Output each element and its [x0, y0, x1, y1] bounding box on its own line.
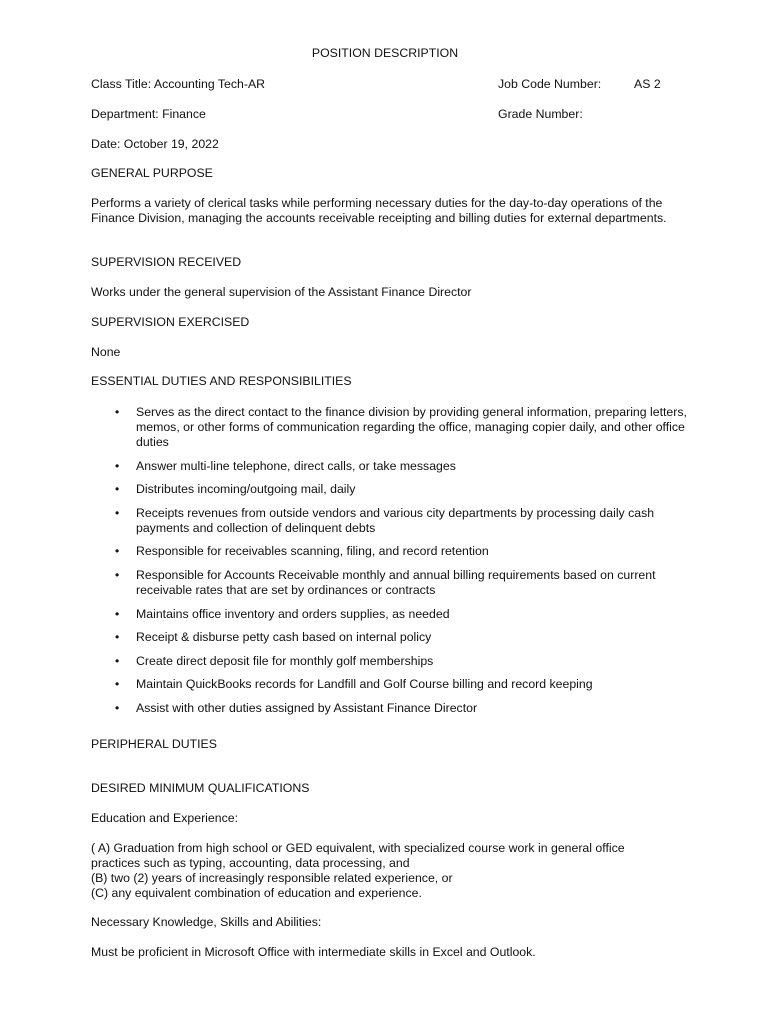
knowledge-text: Must be proficient in Microsoft Office with intermediate skills in Excel and Outlook.	[91, 945, 536, 959]
bullet-icon: •	[115, 544, 120, 559]
knowledge-heading: Necessary Knowledge, Skills and Abilities:	[91, 915, 322, 929]
general-purpose-heading: GENERAL PURPOSE	[91, 166, 213, 180]
education-line-a-cont: practices such as typing, accounting, data processing, and	[91, 856, 410, 870]
job-code-label: Job Code Number:	[498, 77, 602, 91]
job-code-value: AS 2	[634, 77, 661, 91]
supervision-exercised-text: None	[91, 345, 121, 359]
peripheral-duties-heading: PERIPHERAL DUTIES	[91, 737, 217, 751]
bullet-icon: •	[115, 567, 120, 582]
list-item-text: Responsible for Accounts Receivable monthly and annual billing requirements based on current receivable rates that are set by ordinances or contracts	[136, 567, 656, 597]
education-requirements	[91, 841, 711, 901]
list-item	[91, 701, 691, 716]
bullet-icon: •	[115, 505, 120, 520]
list-item	[91, 677, 691, 692]
list-item-text: Answer multi-line telephone, direct calls, or take messages	[136, 458, 456, 473]
list-item	[91, 506, 691, 536]
list-item	[91, 459, 691, 474]
list-item	[91, 607, 691, 622]
list-item	[91, 482, 691, 497]
list-item	[91, 630, 691, 645]
bullet-icon: •	[115, 458, 120, 473]
department: Department: Finance	[91, 107, 206, 121]
education-line-c: (C) any equivalent combination of education and experience.	[91, 886, 422, 900]
list-item	[91, 568, 691, 598]
essential-duties-heading: ESSENTIAL DUTIES AND RESPONSIBILITIES	[91, 374, 352, 388]
list-item	[91, 544, 691, 559]
bullet-icon: •	[115, 405, 120, 419]
list-item-text: Maintains office inventory and orders supplies, as needed	[136, 606, 450, 621]
date: Date: October 19, 2022	[91, 137, 219, 151]
general-purpose-text: Performs a variety of clerical tasks while performing necessary duties for the day-to-day operations of the Finance Division, managing the accounts receivable receipting and billing duties for external departments.	[91, 196, 667, 225]
supervision-received-text: Works under the general supervision of the Assistant Finance Director	[91, 285, 472, 299]
list-item-text: Distributes incoming/outgoing mail, daily	[136, 482, 356, 497]
education-heading: Education and Experience:	[91, 811, 238, 825]
list-item-text: Maintain QuickBooks records for Landfill and Golf Course billing and record keeping	[136, 677, 593, 692]
list-item-text: Receipt & disburse petty cash based on internal policy	[136, 630, 432, 645]
supervision-received-heading: SUPERVISION RECEIVED	[91, 255, 242, 269]
page-title: POSITION DESCRIPTION	[311, 46, 459, 60]
education-line-a: ( A) Graduation from high school or GED equivalent, with specialized course work in general office	[91, 841, 625, 855]
supervision-exercised-heading: SUPERVISION EXERCISED	[91, 315, 250, 329]
essential-duties-list	[91, 405, 691, 725]
bullet-icon: •	[115, 700, 120, 715]
list-item	[91, 405, 691, 450]
bullet-icon: •	[115, 482, 120, 497]
list-item-text: Receipts revenues from outside vendors and various city departments by processing daily cash payments and collection of delinquent debts	[136, 505, 655, 535]
list-item-text: Create direct deposit file for monthly golf memberships	[136, 653, 434, 668]
class-title: Class Title: Accounting Tech-AR	[91, 77, 266, 91]
grade-label: Grade Number:	[498, 107, 583, 121]
list-item-text: Serves as the direct contact to the finance division by providing general information, preparing letters, memos, or other forms of communication regarding the office, managing copier daily, and other office duties	[136, 405, 687, 449]
bullet-icon: •	[115, 606, 120, 621]
list-item-text: Assist with other duties assigned by Assistant Finance Director	[136, 700, 478, 715]
bullet-icon: •	[115, 653, 120, 668]
list-item-text: Responsible for receivables scanning, filing, and record retention	[136, 544, 489, 559]
bullet-icon: •	[115, 630, 120, 645]
desired-qualifications-heading: DESIRED MINIMUM QUALIFICATIONS	[91, 781, 310, 795]
list-item	[91, 654, 691, 669]
education-line-b: (B) two (2) years of increasingly responsible related experience, or	[91, 871, 453, 885]
bullet-icon: •	[115, 677, 120, 692]
